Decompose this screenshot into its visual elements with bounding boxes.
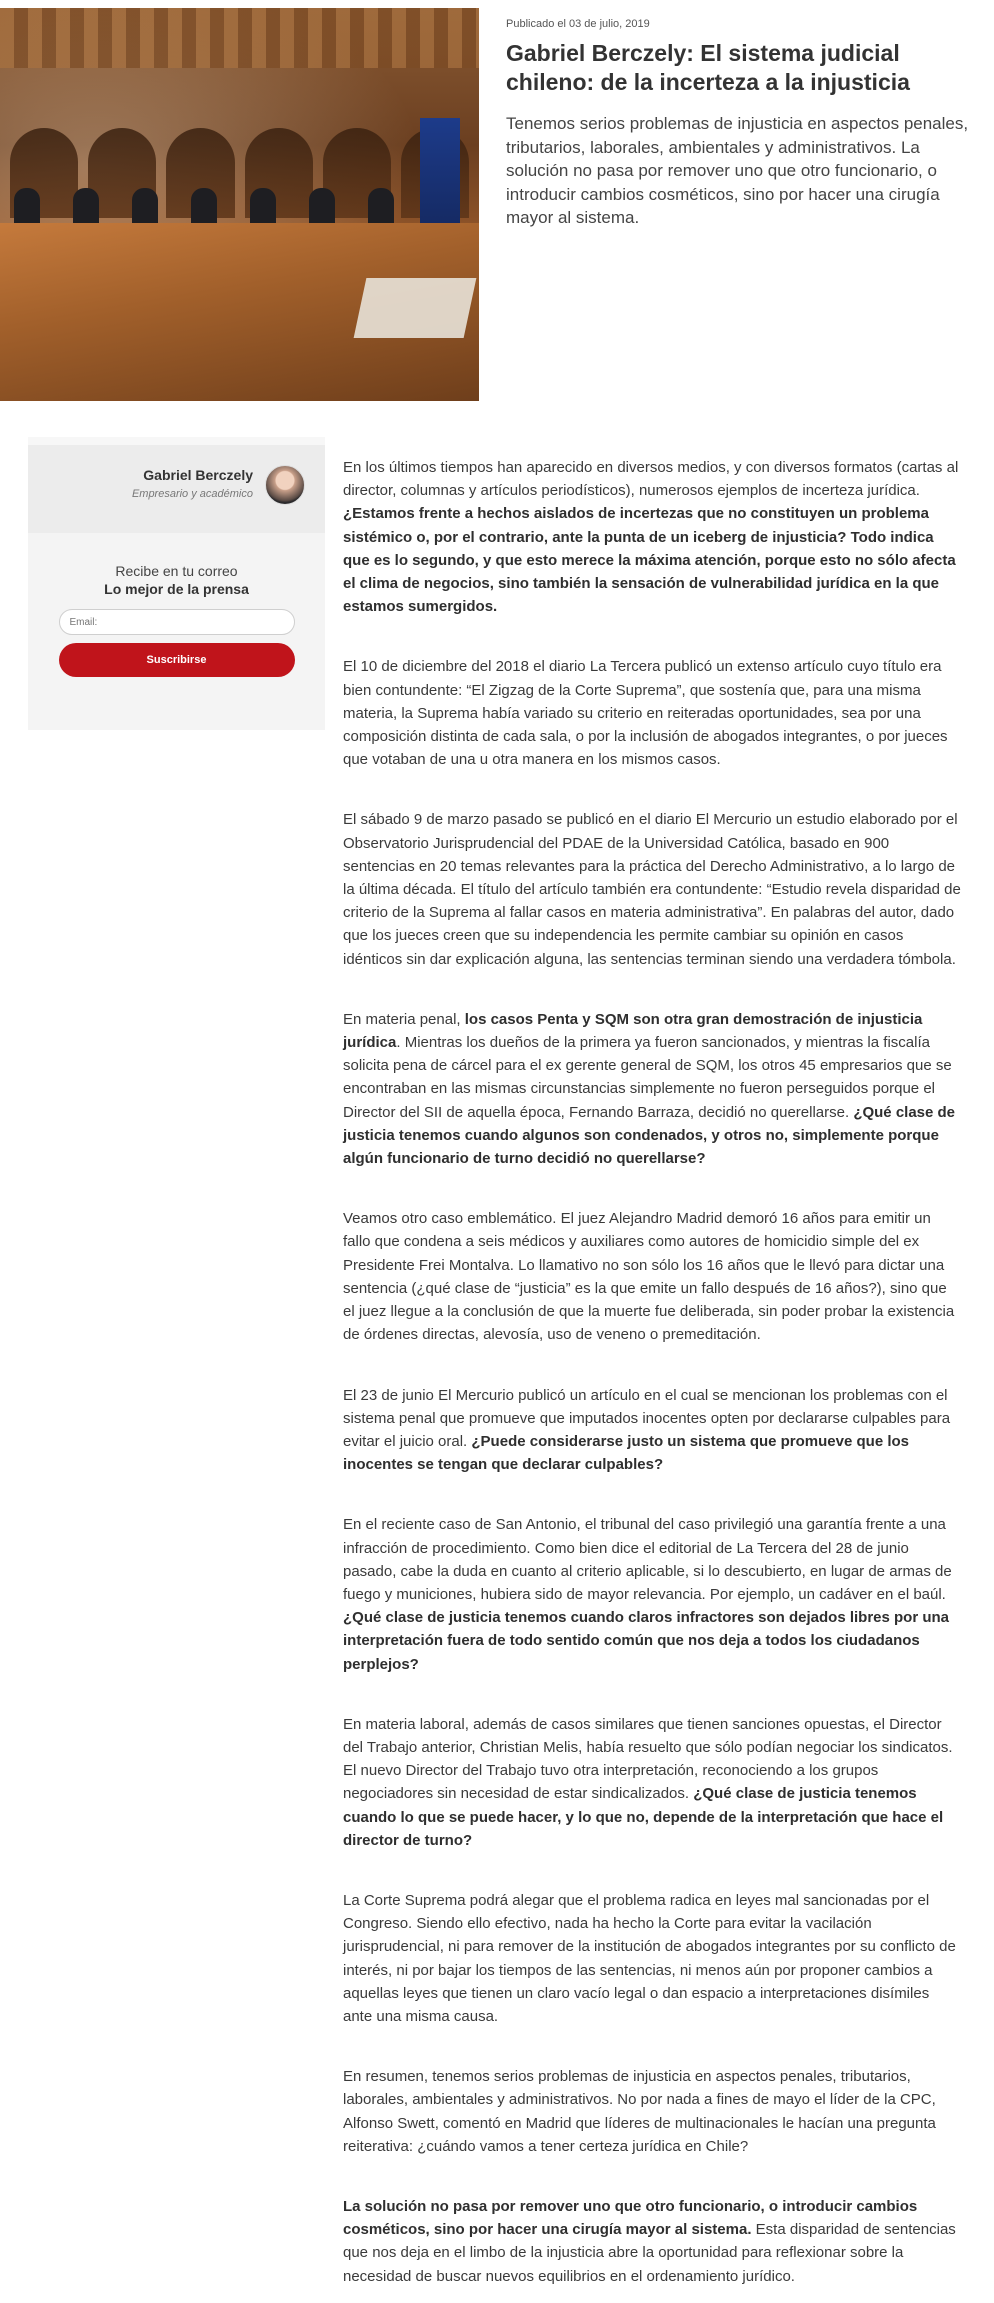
hero-judge-figure	[73, 188, 99, 228]
article-body	[343, 456, 961, 2303]
paragraph-text: El 23 de junio El Mercurio publicó un artículo en el cual se mencionan los problemas con el sistema penal que promueve que imputados inocentes opten por declararse culpables para evitar el juicio oral.	[343, 1386, 951, 1450]
paragraph-emphasis: ¿Puede considerarse justo un sistema que promueve que los inocentes se tengan que declarar culpables?	[343, 1432, 910, 1474]
paragraph-emphasis: ¿Qué clase de justicia tenemos cuando algunos son condenados, y otros no, simplemente porque algún funcionario de turno decidió no querellarse?	[343, 1103, 956, 1168]
paragraph-emphasis: ¿Qué clase de justicia tenemos cuando claros infractores son dejados libres por una interpretación fuera de todo sentido común que nos deja a todos los ciudadanos perplejos?	[343, 1609, 950, 1673]
hero-carving-decoration	[0, 8, 479, 68]
paragraph-emphasis: La solución no pasa por remover uno que otro funcionario, o introducir cambios cosméticos, sino por hacer una cirugía mayor al sistema.	[343, 2197, 918, 2239]
paragraph-text: En materia laboral, además de casos similares que tienen sanciones opuestas, el Director del Trabajo anterior, Christian Melis, había resuelto que sólo podían negociar los sindicatos. El nuevo Director del Trabajo tuvo otra interpretación, reconociendo a los grupos negociadores sin necesidad de estar sindicalizados.	[343, 1715, 953, 1803]
hero-papers	[354, 278, 477, 338]
hero-flag	[420, 118, 460, 238]
paragraph-text: Esta disparidad de sentencias que nos deja en el limbo de la injusticia abre la oportunidad para reflexionar sobre la necesidad de buscar nuevos equilibrios en el ordenamiento jurídico.	[343, 2221, 956, 2285]
paragraph-emphasis: ¿Qué clase de justicia tenemos cuando lo que se puede hacer, y lo que no, depende de la interpretación que hace el director de turno?	[343, 1785, 944, 1849]
paragraph-text: En los últimos tiempos han aparecido en diversos medios, y con diversos formatos (cartas al director, columnas y artículos periodísticos), numerosos ejemplos de incerteza jurídica.	[343, 459, 959, 500]
paragraph-text: . Mientras los dueños de la primera ya fueron sancionados, y mientras la fiscalía solicita pena de cárcel para el ex gerente general de SQM, los otros 45 empresarios que se encontraban en las mismas circunstancias simplemente no fueron perseguidos porque el Director del SII de aquella época, Fernando Barraza, decidió no querellarse.	[343, 1034, 952, 1121]
publication-date: Publicado el 03 de julio, 2019	[506, 18, 650, 30]
paragraph-text: En resumen, tenemos serios problemas de injusticia en aspectos penales, tributarios, laborales, ambientales y administrativos. No por nada a fines de mayo el líder de la CPC, Alfonso Swett, comentó en Madrid que líderes de multinacionales le hacían una pregunta reiterativa: ¿cuándo vamos a tener certeza jurídica en Chile?	[343, 2068, 936, 2155]
paragraph-emphasis: los casos Penta y SQM son otra gran demostración de injusticia jurídica	[343, 1010, 923, 1052]
hero-judge-figure	[14, 188, 40, 228]
hero-judge-figure	[368, 188, 394, 228]
author-box[interactable]	[28, 437, 325, 533]
article-lead: Tenemos serios problemas de injusticia en aspectos penales, tributarios, laborales, ambientales y administrativos. La solución no pasa por remover uno que otro funcionario, o introducir cambios cosméticos, sino por hacer una cirugía mayor al sistema.	[506, 114, 969, 227]
article-paragraph	[343, 1207, 961, 1346]
paragraph-text: La Corte Suprema podrá alegar que el problema radica en leyes mal sancionadas por el Congreso. Siendo ello efectivo, nada ha hecho la Corte para evitar la vacilación jurisprudencial, ni para remover de la institución de abogados integrantes por su conflicto de interés, ni por bajar los tiempos de las sentencias, ni menos aún por proponer cambios a aquellas leyes que tienen un claro vacío legal o dan espacio a interpretaciones disímiles ante una misma causa.	[343, 1891, 956, 2025]
newsletter-box	[28, 533, 325, 677]
article-paragraph	[343, 2195, 961, 2288]
subscribe-button[interactable]: Suscribirse	[59, 643, 295, 677]
hero-judges	[14, 188, 394, 228]
author-name[interactable]: Gabriel Berczely	[143, 467, 253, 483]
avatar[interactable]	[265, 465, 305, 505]
paragraph-text: En el reciente caso de San Antonio, el tribunal del caso privilegió una garantía frente a una infracción de procedimiento. Como bien dice el editorial de La Tercera del 28 de junio pasado, cabe la duda en cuanto al criterio aplicable, si lo descubierto, en lugar de armas de fuego y municiones, hubiera sido de mayor relevancia. Por ejemplo, un cadáver en el baúl.	[343, 1516, 952, 1603]
hero-judge-figure	[250, 188, 276, 228]
paragraph-text: El 10 de diciembre del 2018 el diario La Tercera publicó un extenso artículo cuyo título era bien contundente: “El Zigzag de la Corte Suprema”, que sostenía que, para una misma materia, la Suprema había variado su criterio en reiteradas oportunidades, sea por una composición distinta de cada sala, o por la inclusión de abogados integrantes, o por jueces que votaban de una u otra manera en los mismos casos.	[343, 658, 948, 769]
paragraph-text: El sábado 9 de marzo pasado se publicó en el diario El Mercurio un estudio elaborado por el Observatorio Jurisprudencial del PDAE de la Universidad Católica, basado en 900 sentencias en 20 temas relevantes para la práctica del Derecho Administrativo, a lo largo de la última década. El título del artículo también era contundente: “Estudio revela disparidad de criterio de la Suprema al fallar casos en materia administrativa”. En palabras del autor, dado que los jueces creen que su independencia les permite cambiar su opinión en casos idénticos sin dar explicación alguna, las sentencias terminan siendo una verdadera tómbola.	[343, 811, 961, 968]
hero-judge-figure	[309, 188, 335, 228]
paragraph-emphasis: ¿Estamos frente a hechos aislados de incertezas que no constituyen un problema sistémico o, por el contrario, ante la punta de un iceberg de injusticia? Todo indica que es lo segundo, y que esto merece la máxima atención, porque esto no sólo afecta el clima de negocios, sino también la sensación de vulnerabilidad jurídica en la que estamos sumergidos.	[343, 505, 956, 616]
article-title: Gabriel Berczely: El sistema judicial chileno: de la incerteza a la injusticia	[506, 40, 910, 95]
author-role: Empresario y académico	[131, 488, 253, 500]
article-paragraph	[343, 1513, 961, 1675]
newsletter-subtitle: Lo mejor de la prensa	[104, 581, 249, 597]
hero-judge-figure	[132, 188, 158, 228]
hero-judge-figure	[191, 188, 217, 228]
article-paragraph	[343, 2065, 961, 2158]
article-paragraph	[343, 1713, 961, 1852]
article-paragraph	[343, 1384, 961, 1477]
article-header	[506, 18, 976, 230]
article-paragraph	[343, 655, 961, 771]
article-paragraph	[343, 808, 961, 970]
sidebar	[28, 437, 325, 730]
paragraph-text: Veamos otro caso emblemático. El juez Alejandro Madrid demoró 16 años para emitir un fallo que condena a seis médicos y auxiliares como autores de homicidio simple del ex Presidente Frei Montalva. Lo llamativo no son sólo los 16 años que le llevó para dictar una sentencia (¿qué clase de “justicia” es la que emite un fallo después de 16 años?), sino que el juez llegue a la conclusión de que la muerte fue deliberada, sin poder probar la existencia de órdenes directas, alevosía, uso de veneno o premeditación.	[343, 1210, 955, 1344]
email-field[interactable]	[59, 609, 295, 635]
paragraph-text: En materia penal,	[343, 1010, 465, 1028]
article-paragraph	[343, 1008, 961, 1170]
article-hero-image	[0, 8, 479, 401]
article-paragraph	[343, 456, 961, 618]
newsletter-title: Recibe en tu correo	[115, 563, 238, 579]
article-paragraph	[343, 1889, 961, 2028]
